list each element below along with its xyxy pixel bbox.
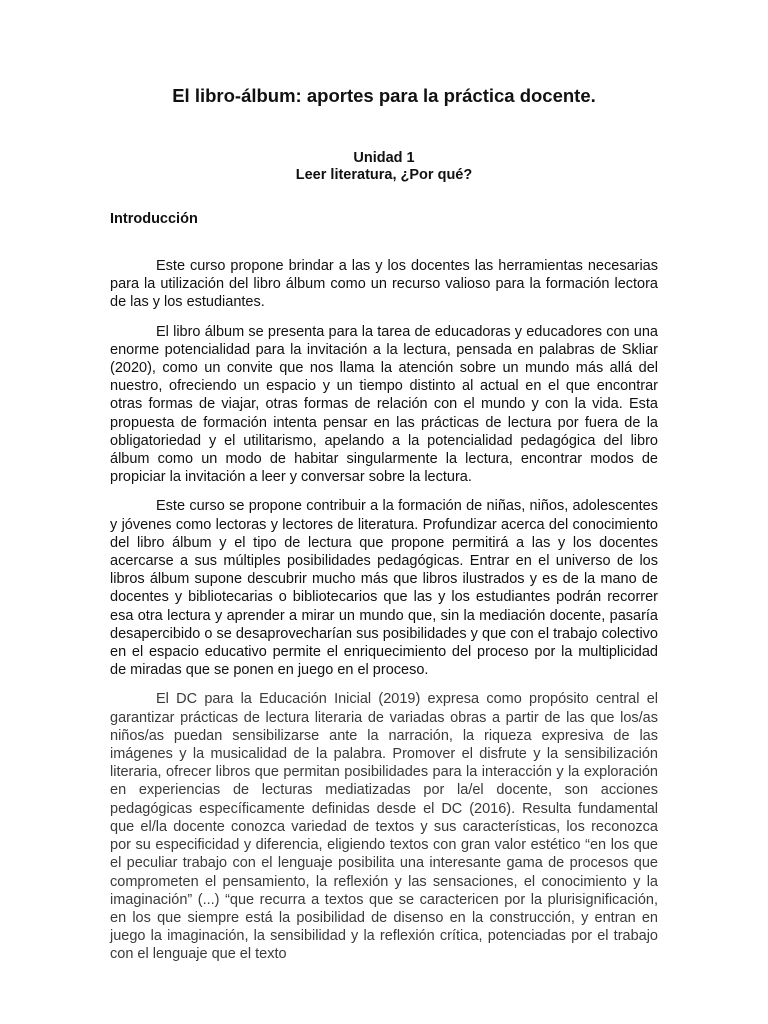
unit-header [0,150,768,184]
paragraph-3: Este curso se propone contribuir a la formación de niñas, niños, adolescentes y jóvenes como lectoras y lectores de literatura. Profundizar acerca del conocimiento del libro álbum y el tipo de lectura que propone permitirá a las y los docentes acercarse a sus múltiples posibilidades pedagógicas. Entrar en el universo de los libros álbum supone descubrir mucho más que libros ilustrados y es de la mano de docentes y bibliotecarias o bibliotecarios que las y los estudiantes podrán recorrer esa otra lectura y aprender a mirar un mundo que, sin la mediación docente, pasaría desapercibido o se desaprovecharían sus posibilidades y que con el trabajo colectivo en el espacio educativo permite el enriquecimiento del proceso por la multiplicidad de miradas que se ponen en juego en el proceso. [110,498,658,679]
paragraph-2: El libro álbum se presenta para la tarea de educadoras y educadores con una enorme potencialidad para la invitación a la lectura, pensada en palabras de Skliar (2020), como un convite que nos llama la atención sobre un mundo más allá del nuestro, ofreciendo un espacio y un tiempo distinto al actual en el que encontrar otras formas de viajar, otras formas de relación con el mundo y con la vida. Esta propuesta de formación intenta pensar en las prácticas de lectura por fuera de la obligatoriedad y el utilitarismo, apelando a la potencialidad pedagógica del libro álbum como un modo de habitar singularmente la lectura, encontrar modos de propiciar la invitación a leer y conversar sobre la lectura. [110,323,658,486]
unit-title: Leer literatura, ¿Por qué? [295,167,473,183]
body-text [110,257,658,975]
unit-label: Unidad 1 [353,150,415,166]
section-heading: Introducción [110,211,198,227]
paragraph-4: El DC para la Educación Inicial (2019) expresa como propósito central el garantizar prácticas de lectura literaria de variadas obras a partir de las que los/as niños/as puedan sensibilizarse ante la narración, la riqueza expresiva de las imágenes y la musicalidad de la palabra. Promover el disfrute y la sensibilización literaria, ofrecer libros que permitan posibilidades para la interacción y la exploración en experiencias de lecturas mediatizadas por la/el docente, son acciones pedagógicas específicamente definidas desde el DC (2016). Resulta fundamental que el/la docente conozca variedad de textos y sus características, los reconozca por su especificidad y diferencia, eligiendo textos con gran valor estético “en los que el peculiar trabajo con el lenguaje posibilita una interesante gama de procesos que comprometen el pensamiento, la reflexión y las sensaciones, el conocimiento y la imaginación” (...) “que recurra a textos que se caractericen por la plurisignificación, en los que siempre está la posibilidad de disenso en la construcción, y entran en juego la imaginación, la sensibilidad y la reflexión crítica, potenciadas por el trabajo con el lenguaje que el texto [110,691,658,963]
paragraph-1: Este curso propone brindar a las y los docentes las herramientas necesarias para la utilización del libro álbum como un recurso valioso para la formación lectora de las y los estudiantes. [110,258,658,311]
document-title: El libro-álbum: aportes para la práctica docente. [172,85,596,106]
